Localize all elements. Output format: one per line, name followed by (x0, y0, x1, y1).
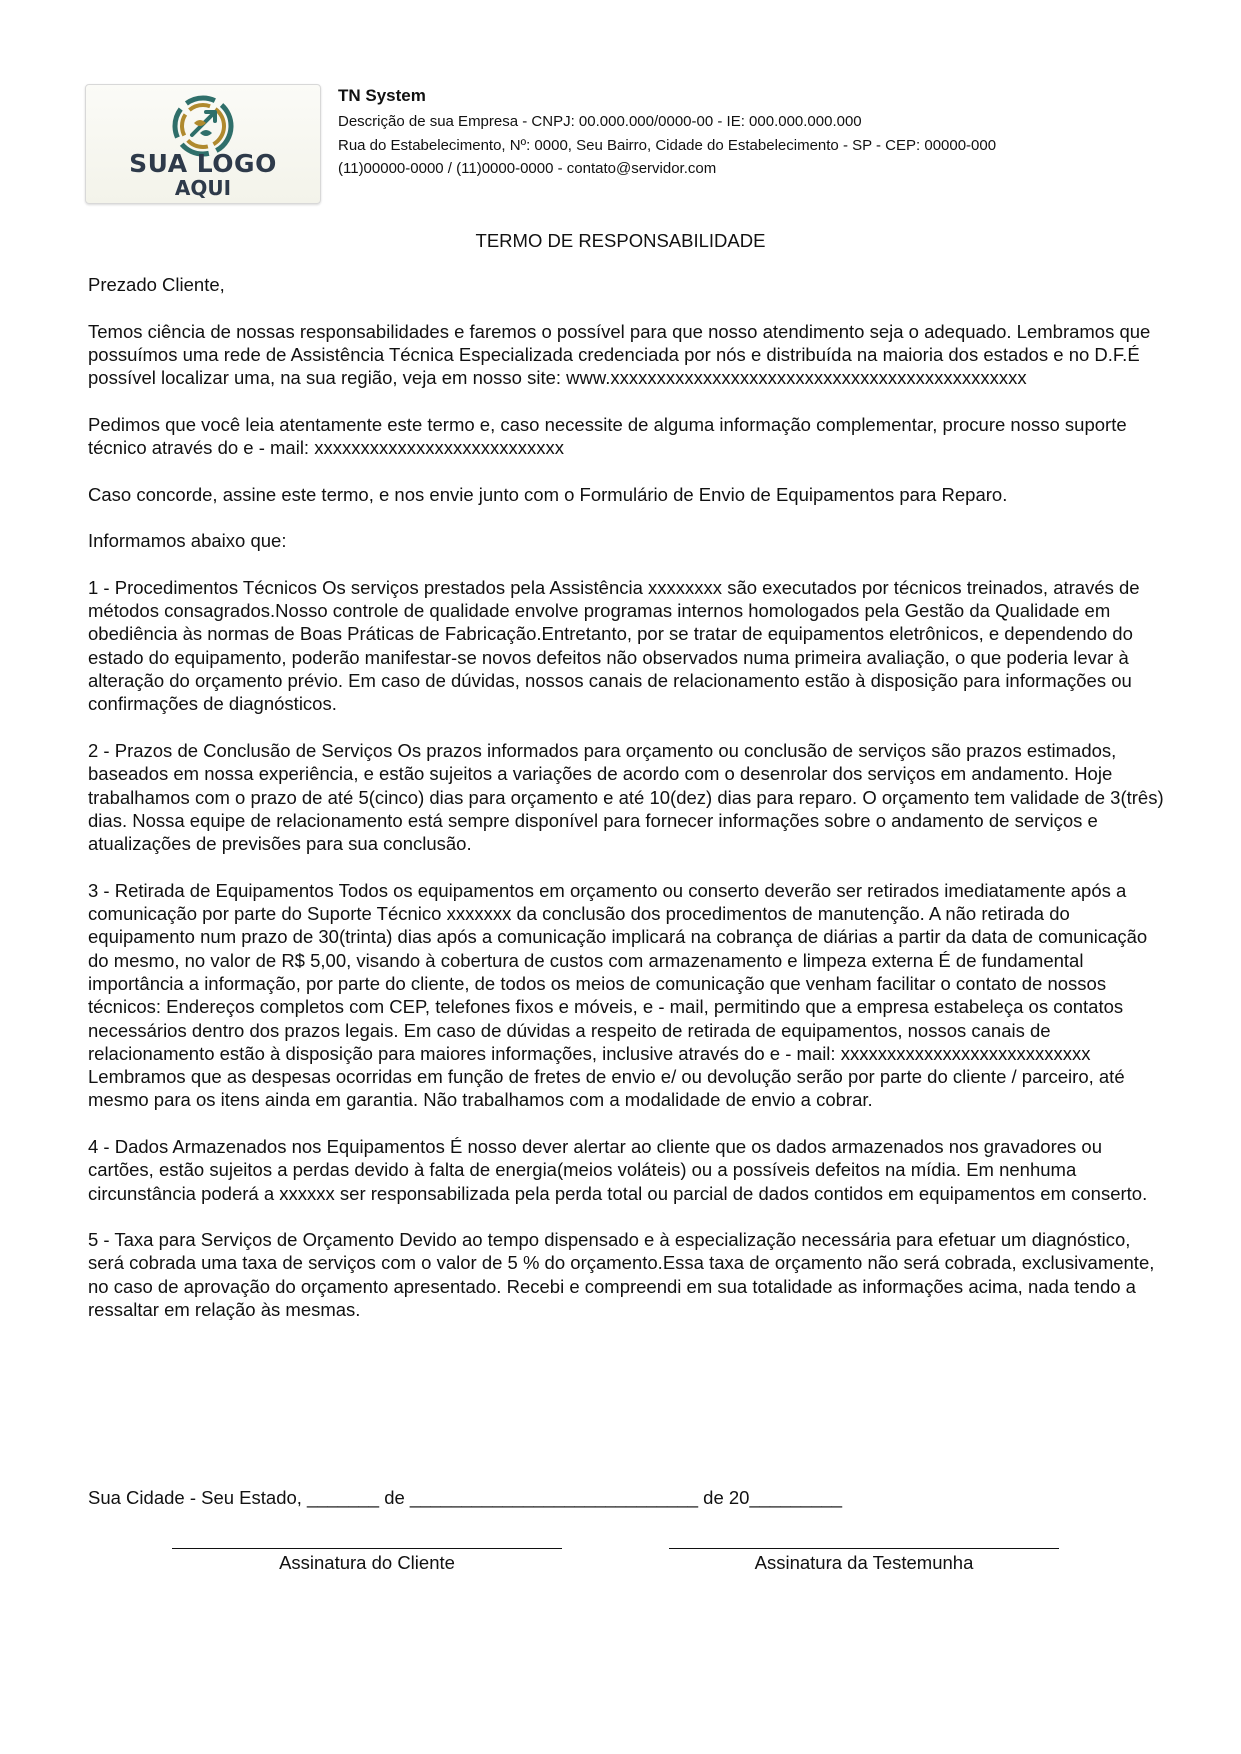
company-logo (85, 84, 321, 204)
signature-line (172, 1548, 562, 1549)
clause-5: 5 - Taxa para Serviços de Orçamento Devido ao tempo dispensado e à especialização necessária para efetuar um diagnóstico, será cobrada uma taxa de serviços com o valor de 5 % do orçamento.Essa taxa de orçamento não será cobrada, exclusivamente, no caso de aprovação do orçamento apresentado. Recebi e compreendi em sua totalidade as informações acima, nada tendo a ressaltar em relação às mesmas. (88, 1229, 1155, 1321)
company-address: Rua do Estabelecimento, Nº: 0000, Seu Bairro, Cidade do Estabelecimento - SP - CEP: 00000-000 (338, 136, 997, 154)
paragraph-inform: Informamos abaixo que: (88, 530, 287, 552)
paragraph-intro: Temos ciência de nossas responsabilidades e faremos o possível para que nosso atendimento seja o adequado. Lembramos que possuímos uma rede de Assistência Técnica Especializada credenciada por nós e distribuída na maioria dos estados e no D.F.É possível localizar uma, na sua região, veja em nosso site: www.xxxxxxxxxxxxxxxxxxxxxxxxxxxxxxxxxxxxxxxxxxxxx (88, 320, 1151, 389)
clause-2: 2 - Prazos de Conclusão de Serviços Os prazos informados para orçamento ou conclusão de serviços são prazos estimados, baseados em nossa experiência, e estão sujeitos a variações de acordo com o desenrolar dos serviços em andamento. Hoje trabalhamos com o prazo de até 5(cinco) dias para orçamento e até 10(dez) dias para reparo. O orçamento tem validade de 3(três) dias. Nossa equipe de relacionamento está sempre disponível para fornecer informações sobre o andamento de serviços e atualizações de previsões para sua conclusão. (88, 739, 1164, 855)
signature-witness-label: Assinatura da Testemunha (754, 1552, 974, 1573)
date-line: Sua Cidade - Seu Estado, _______ de ____________________________ de 20_________ (88, 1487, 843, 1508)
document-body (88, 273, 1168, 1345)
logo-line1: SUA LOGO (129, 149, 277, 178)
greeting: Prezado Cliente, (88, 274, 225, 295)
signature-client (172, 1548, 562, 1574)
signature-line (669, 1548, 1059, 1549)
company-name: TN System (338, 86, 426, 105)
company-info (338, 86, 1198, 181)
logo-line2: AQUI (174, 176, 232, 200)
document-title: TERMO DE RESPONSABILIDADE (475, 230, 766, 251)
clause-3: 3 - Retirada de Equipamentos Todos os equipamentos em orçamento ou conserto deverão ser retirados imediatamente após a comunicação por parte do Suporte Técnico xxxxxxx da conclusão dos procedimentos de manutenção. A não retirada do equipamento num prazo de 30(trinta) dias após a comunicação implicará na cobrança de diárias a partir da data de comunicação do mesmo, no valor de R$ 5,00, visando à cobertura de custos com armazenamento e limpeza externa É de fundamental importância a informação, por parte do cliente, de todos os meios de comunicação que venham facilitar o contato de nossos técnicos: Endereços completos com CEP, telefones fixos e móveis, e - mail, permitindo que a empresa estabeleça os contatos necessários dentro dos prazos legais. Em caso de dúvidas a respeito de retirada de equipamentos, nossos canais de relacionamento estão à disposição para maiores informações, inclusive através do e - mail: xxxxxxxxxxxxxxxxxxxxxxxxxxx Lembramos que as despesas ocorridas em função de fretes de envio e/ ou devolução serão por parte do cliente / parceiro, até mesmo para os itens ainda em garantia. Não trabalhamos com a modalidade de envio a cobrar. (88, 879, 1148, 1111)
clause-4: 4 - Dados Armazenados nos Equipamentos É nosso dever alertar ao cliente que os dados armazenados nos gravadores ou cartões, estão sujeitos a perdas devido à falta de energia(meios voláteis) ou a possíveis defeitos na mídia. Em nenhuma circunstância poderá a xxxxxx ser responsabilizada pela perda total ou parcial de dados contidos em equipamentos em conserto. (88, 1135, 1148, 1204)
company-description: Descrição de sua Empresa - CNPJ: 00.000.000/0000-00 - IE: 000.000.000.000 (338, 113, 862, 130)
paragraph-agree: Caso concorde, assine este termo, e nos envie junto com o Formulário de Envio de Equipamentos para Reparo. (88, 483, 1008, 505)
signature-client-label: Assinatura do Cliente (279, 1552, 455, 1573)
clause-1: 1 - Procedimentos Técnicos Os serviços prestados pela Assistência xxxxxxxx são executados por técnicos treinados, através de métodos consagrados.Nosso controle de qualidade envolve programas internos homologados pela Gestão da Qualidade em obediência às normas de Boas Práticas de Fabricação.Entretanto, por se tratar de equipamentos eletrônicos, e dependendo do estado do equipamento, poderão manifestar-se novos defeitos não observados numa primeira avaliação, o que poderia levar à alteração do orçamento prévio. Em caso de dúvidas, nossos canais de relacionamento estão à disposição para informações ou confirmações de diagnósticos. (88, 576, 1140, 715)
signature-witness (669, 1548, 1059, 1574)
company-contact: (11)00000-0000 / (11)0000-0000 - contato@servidor.com (338, 160, 717, 177)
logo-text (86, 151, 320, 198)
paragraph-request: Pedimos que você leia atentamente este termo e, caso necessite de alguma informação complementar, procure nosso suporte técnico através do e - mail: xxxxxxxxxxxxxxxxxxxxxxxxxxx (88, 413, 1127, 459)
